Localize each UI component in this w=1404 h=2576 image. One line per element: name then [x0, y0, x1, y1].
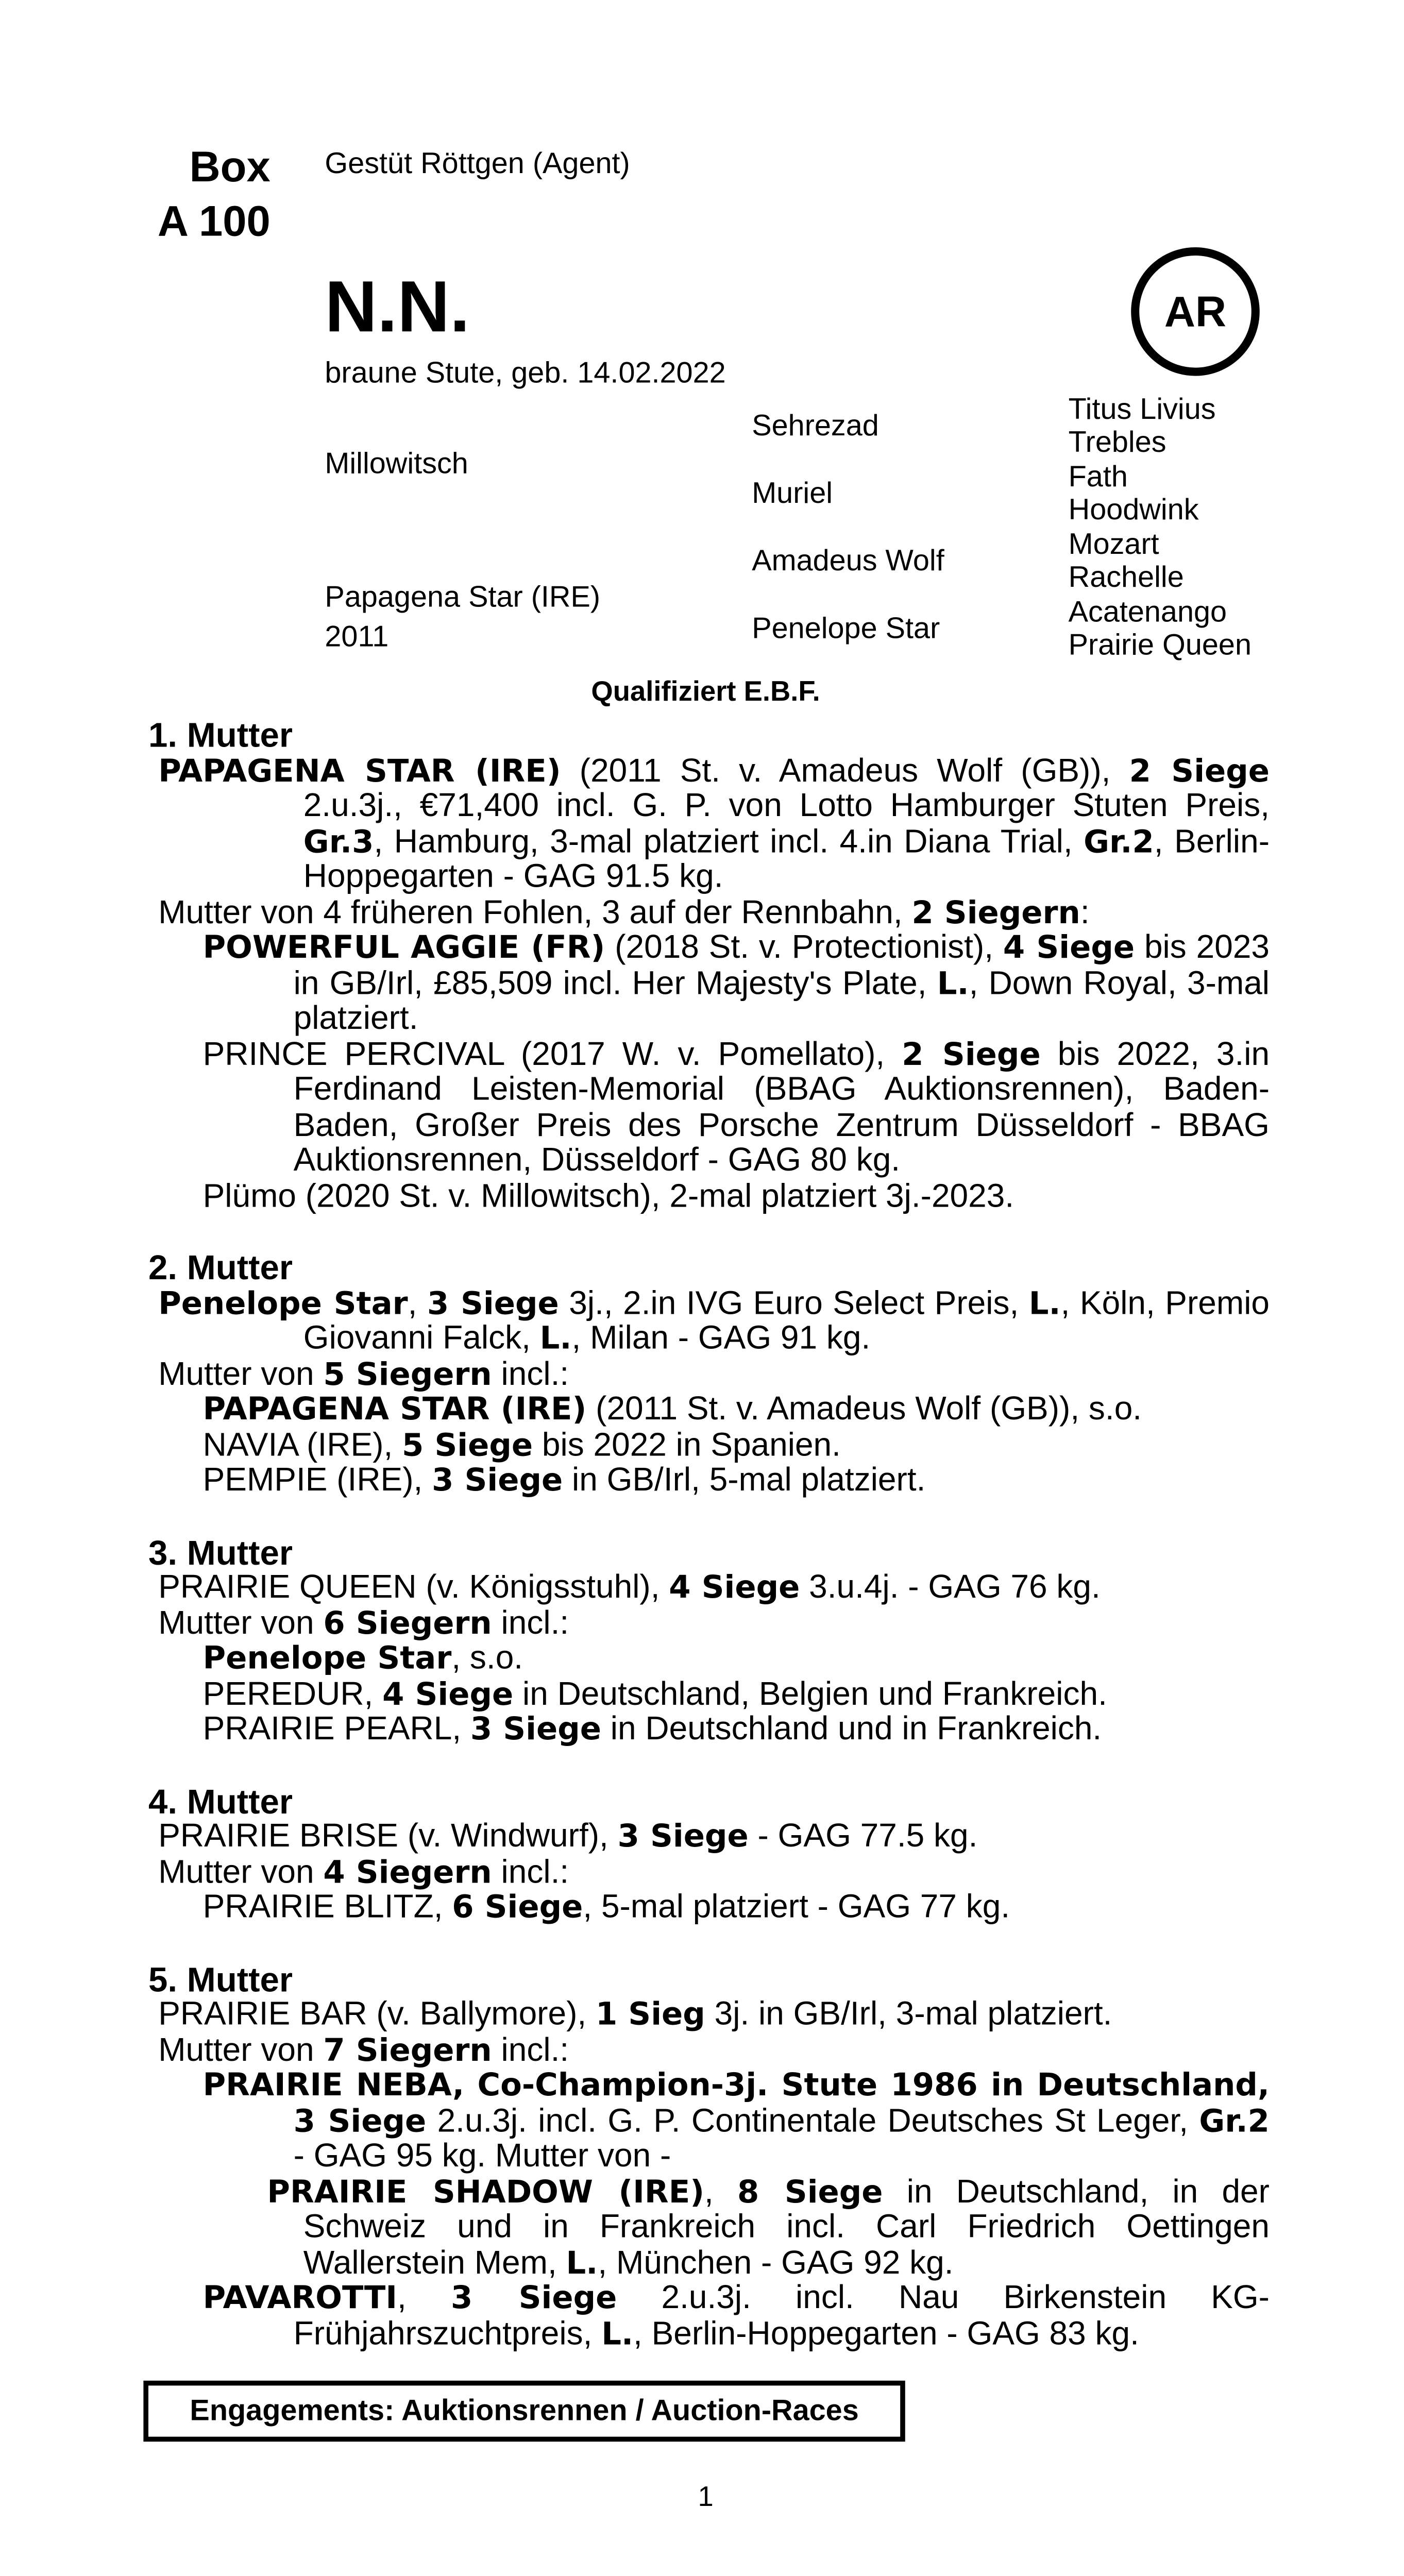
entry-text: 3j., 2.in IVG Euro Select Preis, [559, 1285, 1029, 1321]
race-grade: L. [1028, 1285, 1061, 1321]
pedigree-gen3-2: Trebles [1068, 425, 1166, 459]
mutter-3-entry-2 [148, 1606, 1270, 1642]
entry-text: (2011 St. v. Amadeus Wolf (GB)), s.o. [586, 1391, 1142, 1428]
entry-text: in Deutschland, in der Schweiz und in Frankreich incl. Carl Friedrich Oettingen Wallerstein Mem, [303, 2174, 1270, 2281]
entry-text: PEREDUR, [202, 1675, 383, 1713]
entry-text: 3.u.4j. - GAG 76 kg. [800, 1569, 1101, 1606]
entry-text: Mutter von [158, 2032, 324, 2069]
horse-name-bold: PAPAGENA STAR (IRE) [158, 752, 561, 789]
mutter-4-entry-2 [148, 1856, 1270, 1891]
wins-count: 3 Siege [432, 1462, 563, 1499]
entry-text: : [1080, 894, 1090, 931]
mutter-2-entry-5 [148, 1464, 1270, 1500]
horse-name-bold: POWERFUL AGGIE (FR) [202, 929, 605, 967]
mutter-3-entry-3 [148, 1642, 1270, 1677]
entry-text: , Milan - GAG 91 kg. [571, 1320, 871, 1357]
qualification-note: Qualifiziert E.B.F. [591, 676, 820, 707]
entry-text: PRAIRIE QUEEN (v. Königsstuhl), [158, 1569, 669, 1606]
pedigree-gen3-8: Prairie Queen [1068, 628, 1251, 662]
mutter-1-section [148, 719, 1270, 1215]
entry-text: 3j. in GB/Irl, 3-mal platziert. [705, 1996, 1112, 2033]
entry-text: , Down Royal, 3-mal platziert. [293, 965, 1270, 1037]
entry-text: (2018 St. v. Protectionist), [605, 929, 1003, 967]
entry-text: PRINCE PERCIVAL (2017 W. v. Pomellato), [202, 1036, 902, 1073]
race-grade: Gr.3 [303, 823, 374, 860]
horse-name-bold: PAPAGENA STAR (IRE) [202, 1391, 587, 1428]
entry-text: , s.o. [451, 1640, 523, 1677]
dam-line-body [148, 719, 1270, 2389]
pedigree-gen3-1: Titus Livius [1068, 392, 1216, 426]
entry-text: incl.: [492, 1605, 569, 1641]
entry-text: bis 2023 in GB/Irl, £85,509 incl. Her Majesty's Plate, [293, 929, 1270, 1002]
mutter-4-entry-3 [148, 1891, 1270, 1926]
page-number: 1 [698, 2481, 714, 2513]
mutter-5-entry-2 [148, 2033, 1270, 2069]
mutter-1-entry-2 [148, 896, 1270, 931]
entry-text: , 5-mal platziert - GAG 77 kg. [583, 1889, 1010, 1926]
winners-count: 6 Siegern [323, 1605, 492, 1641]
entry-text: , München - GAG 92 kg. [598, 2244, 954, 2281]
mutter-5-entry-5 [148, 2282, 1270, 2353]
wins-count: 4 Siege [669, 1569, 800, 1606]
entry-text: PEMPIE (IRE), [202, 1462, 432, 1499]
winners-count: 4 Siegern [323, 1854, 492, 1890]
entry-text: PRAIRIE PEARL, [202, 1711, 470, 1748]
entry-text: in GB/Irl, 5-mal platziert. [563, 1462, 926, 1499]
wins-count: 3 Siege [427, 1285, 559, 1321]
wins-count: 2 Siege [902, 1036, 1041, 1073]
box-number: A 100 [157, 196, 270, 246]
entry-text: in Deutschland, Belgien und Frankreich. [513, 1675, 1107, 1713]
wins-count: 4 Siege [382, 1675, 514, 1713]
entry-text: 2.u.3j. incl. Nau Birkenstein KG-Frühjahrszuchtpreis, [293, 2280, 1270, 2352]
wins-count: 6 Siege [452, 1889, 583, 1926]
wins-count: 3 Siege [470, 1711, 601, 1748]
winners-count: 7 Siegern [323, 2032, 492, 2069]
mutter-1-title: 1. Mutter [148, 717, 293, 755]
entry-text: NAVIA (IRE), [202, 1427, 402, 1463]
pedigree-sire: Millowitsch [325, 447, 468, 480]
entry-text: , Köln, Premio Giovanni Falck, [303, 1285, 1270, 1357]
wins-count: 1 Sieg [595, 1996, 705, 2033]
pedigree-gen3-5: Mozart [1068, 528, 1159, 561]
pedigree-gen3-7: Acatenango [1068, 595, 1227, 629]
mutter-5-entry-4 [148, 2175, 1270, 2281]
mutter-2-entry-4 [148, 1429, 1270, 1464]
horse-name-bold: Penelope Star [202, 1640, 452, 1677]
horse-name-bold: Penelope Star [158, 1285, 408, 1321]
entry-text: , [704, 2174, 738, 2210]
ar-badge-text: AR [1164, 286, 1227, 336]
pedigree-gen3-4: Hoodwink [1068, 493, 1199, 526]
mutter-4-section [148, 1785, 1270, 1926]
mutter-5-entry-3 [148, 2069, 1270, 2175]
mutter-3-entry-1 [148, 1571, 1270, 1607]
horse-description: braune Stute, geb. 14.02.2022 [325, 356, 726, 389]
wins-count: 4 Siege [1003, 929, 1135, 967]
mutter-1-entry-4 [148, 1038, 1270, 1179]
mutter-3-section [148, 1536, 1270, 1749]
entry-text: - GAG 77.5 kg. [748, 1818, 978, 1855]
box-label: Box [189, 142, 270, 192]
mutter-5-section [148, 1963, 1270, 2353]
horse-name: N.N. [325, 267, 470, 348]
mutter-1-entry-3 [148, 931, 1270, 1038]
winners-count: 5 Siegern [323, 1356, 492, 1393]
mutter-2-entry-3 [148, 1393, 1270, 1429]
entry-text: Mutter von [158, 1605, 324, 1641]
pedigree-dam-sire: Amadeus Wolf [752, 544, 944, 577]
pedigree-dam-dam: Penelope Star [752, 612, 940, 645]
pedigree-dam: Papagena Star (IRE) [325, 580, 601, 614]
winners-count: 2 Siegern [911, 894, 1080, 931]
pedigree-sire-dam: Muriel [752, 476, 833, 510]
mutter-2-title: 2. Mutter [148, 1249, 293, 1288]
entry-text: , Berlin-Hoppegarten - GAG 91.5 kg. [303, 823, 1270, 895]
pedigree-gen3-3: Fath [1068, 460, 1128, 493]
entry-text: Mutter von [158, 1356, 324, 1393]
mutter-2-section [148, 1251, 1270, 1500]
entry-text: - GAG 95 kg. Mutter von - [293, 2138, 671, 2175]
entry-text: incl.: [492, 1854, 569, 1890]
entry-text: 2.u.3j. incl. G. P. Continentale Deutsches St Leger, [426, 2103, 1199, 2139]
mutter-4-entry-1 [148, 1820, 1270, 1856]
entry-text: , [408, 1285, 427, 1321]
pedigree-dam-year: 2011 [325, 620, 389, 653]
entry-text: in Deutschland und in Frankreich. [601, 1711, 1102, 1748]
wins-count: 3 Siege [450, 2280, 617, 2316]
horse-name-bold: PRAIRIE SHADOW (IRE) [267, 2174, 705, 2210]
entry-text: incl.: [492, 1356, 569, 1393]
agent-name: Gestüt Röttgen (Agent) [325, 146, 630, 180]
pedigree-sire-sire: Sehrezad [752, 409, 879, 442]
wins-count: 8 Siege [737, 2174, 883, 2210]
engagements-box [143, 2381, 905, 2442]
entry-text: Mutter von 4 früheren Fohlen, 3 auf der Rennbahn, [158, 894, 912, 931]
entry-text: PRAIRIE BRISE (v. Windwurf), [158, 1818, 618, 1855]
mutter-1-entry-5: Plümo (2020 St. v. Millowitsch), 2-mal platziert 3j.-2023. [202, 1178, 1014, 1214]
wins-count: 3 Siege [617, 1818, 749, 1855]
ar-badge [1131, 247, 1260, 376]
entry-text: incl.: [492, 2032, 569, 2069]
mutter-5-title: 5. Mutter [148, 1961, 293, 1999]
entry-text: (2011 St. v. Amadeus Wolf (GB)), [561, 752, 1129, 789]
mutter-4-title: 4. Mutter [148, 1783, 293, 1821]
horse-name-bold: PRAIRIE NEBA, Co-Champion-3j. Stute 1986 in Deutschland, 3 Siege [202, 2067, 1270, 2139]
entry-text: 2.u.3j., €71,400 incl. G. P. von Lotto Hamburger Stuten Preis, [303, 788, 1270, 824]
mutter-2-entry-1 [148, 1287, 1270, 1358]
race-grade: Gr.2 [1084, 823, 1154, 860]
wins-count: 2 Siege [1129, 752, 1270, 789]
entry-text: , [397, 2280, 451, 2316]
entry-text: bis 2022, 3.in Ferdinand Leisten-Memorial (BBAG Auktionsrennen), Baden-Baden, Großer Preis des Porsche Zentrum Düsseldorf - BBAG Auktionsrennen, Düsseldorf - GAG 80 kg. [293, 1036, 1270, 1179]
mutter-1-entry-1 [148, 754, 1270, 896]
race-grade: L. [937, 965, 969, 1002]
mutter-3-entry-4 [148, 1677, 1270, 1713]
entry-text: PRAIRIE BLITZ, [202, 1889, 452, 1926]
race-grade: L. [539, 1320, 572, 1357]
entry-text: Mutter von [158, 1854, 324, 1890]
engagements-text: Engagements: Auktionsrennen / Auction-Races [190, 2394, 859, 2427]
mutter-3-title: 3. Mutter [148, 1534, 293, 1572]
entry-text: , Berlin-Hoppegarten - GAG 83 kg. [633, 2315, 1139, 2352]
horse-name-bold: PAVAROTTI [202, 2280, 397, 2316]
race-grade: L. [566, 2244, 598, 2281]
pedigree-gen3-6: Rachelle [1068, 561, 1184, 594]
race-grade: L. [601, 2315, 634, 2352]
entry-text: PRAIRIE BAR (v. Ballymore), [158, 1996, 596, 2033]
wins-count: 5 Siege [402, 1427, 533, 1463]
entry-text: , Hamburg, 3-mal platziert incl. 4.in Diana Trial, [374, 823, 1084, 860]
mutter-5-entry-1 [148, 1998, 1270, 2033]
mutter-2-entry-2 [148, 1358, 1270, 1393]
race-grade: Gr.2 [1199, 2103, 1270, 2139]
entry-text: bis 2022 in Spanien. [533, 1427, 841, 1463]
mutter-3-entry-5 [148, 1713, 1270, 1749]
